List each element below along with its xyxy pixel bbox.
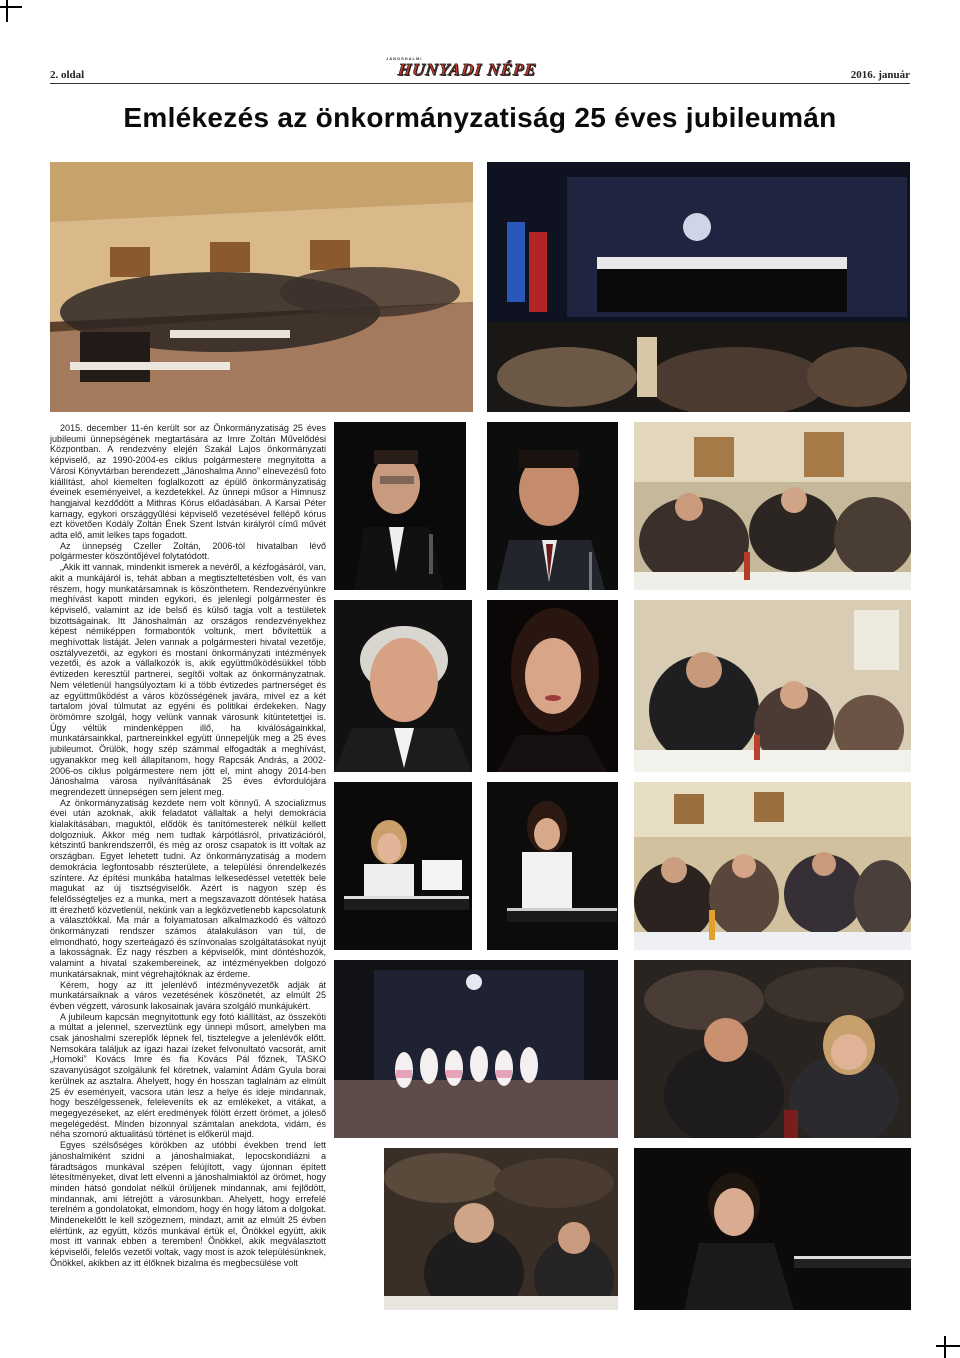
- photo-young-man-at-keyboard: [634, 1148, 911, 1310]
- article-paragraph: Kérem, hogy az itt jelenlévő intézményvezetők adják át munkatársaiknak a város vezetésének köszönetét, az elmúlt 25 évben végzett, városunk lakosainak javára szolgáló munkájukért.: [50, 979, 326, 1011]
- crop-mark-top-left-v: [6, 0, 8, 22]
- article-paragraph: A jubileum kapcsán megnyitottunk egy fotó kiállítást, az összeköti a múltat a jelennel, szerveztünk egy ünnepi műsort, amelyben ma csak jánoshalmi szereplők lépnek fel, tisztelegve a jelenlévők előtt. Nemsokára találjuk az igazi hazai ízeket felvonultató vacsorát, amit „Homoki” Kovács Imre és fia Kovács Pál főznek, TASKO szavanyúságot szolgálunk fel köretnek, valamint Ádám Gyula borai kerülnek az asztalra. Ahelyett, hogy én hosszan taglalnám az elmúlt 25 év eseményeit, vacsora után lesz a helye és ideje mindannak, hogy beszélgessenek, feleleveníts ek az emlékeket, a vitákat, a megegyezéseket, az elért eredmények fölött érzett örömet, a jóleső megelégedést. Minden bizonnyal számtalan anekdota, vidám, és néha szomorú aktualitású történet is előkerül majd.: [50, 1011, 326, 1140]
- photo-girl-at-piano: [487, 782, 618, 950]
- header-rule: [50, 83, 910, 84]
- crop-mark-top-left-h: [0, 6, 22, 8]
- photo-guests-at-tables-1: [634, 422, 911, 590]
- page-title: Emlékezés az önkormányzatiság 25 éves jubileumán: [123, 102, 837, 133]
- photo-guests-at-tables-3: [634, 782, 911, 950]
- photo-speaker-at-podium: [334, 422, 466, 590]
- article-paragraph: Az ünnepség Czeller Zoltán, 2006-tól hivatalban lévő polgármester köszöntőjével folytatódott.: [50, 540, 326, 562]
- photo-couple-at-banquet: [634, 960, 911, 1138]
- crop-mark-bottom-right-v: [944, 1336, 946, 1358]
- masthead-logo: HUNYADI NÉPE: [397, 60, 538, 79]
- page-number: 2. oldal: [50, 69, 85, 81]
- photo-guests-at-tables-4: [384, 1148, 618, 1310]
- crop-mark-bottom-right-h: [936, 1345, 960, 1347]
- photo-choir-on-stage: [487, 162, 910, 412]
- photo-woman-at-keyboard: [334, 782, 472, 950]
- article-paragraph: Egyes szélsőséges körökben az utóbbi években trend lett jánoshalmiként szidni a jánoshalmiakat, lepocskondiázni a fáradtságos munkával szépen felújított, vagy újonnan épített létesítményeket, divat lett elvenni a jánoshalmiaktól az örömet, hogy minden hátsó gondolat nélkül örüljenek mindannak, ami fejlődött, mindannak, ami létrejött a városunkban. Ahelyett, hogy errefelé terelném a gondolatokat, elmondom, hogy én hogy látom a dolgokat. Mindenekelőtt le kell szögeznem, mindazt, amit az elmúlt 25 évben elértünk, az együtt, közös munkával értük el, Önökkel együtt, akik most itt vannak ebben a teremben! Önökkel, akik megválasztott képviselői, felelős vezetői voltak, vagy most is azok településünknek, Önökkel, akikben az itt élőknek bizalma és megbecsülése volt: [50, 1140, 326, 1268]
- article-body: [50, 423, 326, 1269]
- article-paragraph: Az önkormányzatiság kezdete nem volt könnyű. A szocializmus évei után azoknak, akik feladatot vállaltak a helyi demokrácia kialakításában, maguktól, elődök és tanítómesterek nélkül kellett dolgozniuk. Akkor még nem tudtak kárpótlásról, privatizációról, kétszintű bankrendszerről, és még az orosz csapatok is itt voltak az országban. Egyet lehetett tudni. Az önkormányzatiság a modern demokrácia legfontosabb részterülete, a települési önrendelkezés színtere. Az építési munkába hatalmas lelkesedéssel vetették bele magukat az új tisztségviselők. Azért is nagyon szép és felelősségteljes ez a munka, mert a megszavazott döntések hatása itt érezhető közvetlenül, nekünk van a legközvetlenebb kapcsolatunk a választókkal. Ma már a folyamatosan alkalmazkodó és változó önkormányzati rendszer számos átalakuláson van túl, de elmondható, hogy szerteágazó és színvonalas szolgáltatásokat nyújt a lakosságnak. Ez nagy részben a képviselők, mint döntéshozók, valamint a hivatal szakembereinek, az intézményekben dolgozó munkatársaknak, mint végrehajtóknak az érdeme.: [50, 797, 326, 979]
- photo-children-dancers-stage: [334, 960, 618, 1138]
- article-paragraph: 2015. december 11-én került sor az Önkormányzatiság 25 éves jubileumi ünnepségének megtartására az Imre Zoltán Művelődési Központban. A rendezvény elején Szakál Lajos önkormányzati képviselő, az 1990-2004-es ciklus polgármestere megnyitotta a Városi Könyvtárban berendezett „Jánoshalma Anno” elnevezésű foto kiállítást, ahol kiemelten foglalkozott az épülő önkormányzatiság éveinek eseményeivel, a kezdetekkel. Az ünnepi műsor a Himnusz hangjaival kezdődött a Mithras Kórus előadásában. A Karsai Péter karnagy, egykori országgyűlési képviselő vezetésével fellépő kórus ezt követően Kodály Zoltán Ének Szent István királyról című művét adta elő, amit lelkes taps fogadott.: [50, 423, 326, 541]
- photo-guests-at-tables-2: [634, 600, 911, 772]
- photo-gray-haired-man-portrait: [334, 600, 472, 772]
- photo-man-in-suit-portrait: [487, 422, 618, 590]
- masthead-subtitle: JÁNOSHALMI: [386, 56, 423, 61]
- issue-date: 2016. január: [850, 69, 910, 81]
- article-paragraph: „Akik itt vannak, mindenkit ismerek a nevéről, a kézfogásáról, van, akit a munkájáról is, tehát abban a megtiszteltetésben volt, és van részem, hogy munkatársamnak is köszönthetem. Rendezvényünkre meghívást kapott minden egykori, és jelenlegi polgármester és képviselő, valamint az ide belső és külső tagja volt a testületek bizottságainak. Itt Jánoshalmán az országos rendezvényekhez képest némiképpen formabontók voltunk, mert bővítettük a meghívottak listáját. Jelen vannak a polgármesteri hivatal vezetője, osztályvezetői, az egykori és mostani önkormányzati intézmények vezetői, és azok a vállalkozók is, akik együttműködésükkel több évtizeden keresztül partnerei, segítői voltak az önkormányzatnak. Nem véletlenül hangsúlyoztam ki a több évtizedes partnerséget és az együttműködést a város közösségének javára, mivel ez a két tartalom jóval túlmutat az egyéni és politikai érdekeken. Nagy örömömre szolgál, hogy velünk vannak városunk kitüntetettjei is. Úgy véltük mindenképpen illő, ha kiválóságainkkal, munkatársainkkal, partnereinkkel együtt ünnepeljük meg a 25 éves jubileumot. Örülök, hogy szép számmal elfogadták a meghívást, ugyanakkor meg kell állapítanom, hogy Rapcsák András, a 2002-2006-os ciklus polgármestere nem jött el, mint ahogy 2014-ben Jánoshalma városa nyilvánításának 25 éves évfordulójára megrendezett ünnepségen sem jelent meg.: [50, 562, 326, 797]
- photo-banquet-hall-wide: [50, 162, 473, 412]
- photo-young-woman-singer: [487, 600, 618, 772]
